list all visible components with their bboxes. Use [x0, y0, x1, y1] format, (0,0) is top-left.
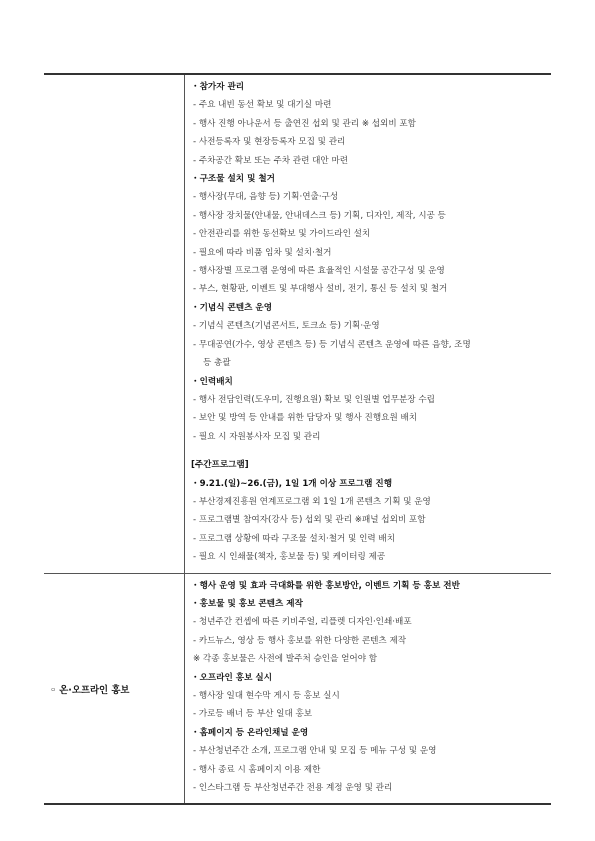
dash-item: - 사전등록자 및 현장등록자 모집 및 관리	[193, 137, 346, 148]
section-heading: [주간프로그램]	[191, 460, 249, 471]
bullet-heading: ・인력배치	[191, 376, 233, 387]
dash-item: - 프로그램 상황에 따라 구조물 설치·철거 및 인력 배치	[193, 533, 396, 544]
note-line: ※ 각종 홍보물은 사전에 발주처 승인을 얻어야 함	[193, 654, 378, 665]
bullet-heading: ・기념식 콘텐츠 운영	[191, 302, 272, 313]
dash-item: - 가로등 배너 등 부산 일대 홍보	[193, 709, 313, 720]
row-label: ◦ 온·오프라인 홍보	[50, 684, 130, 696]
content-list	[185, 574, 551, 804]
dash-item: - 주요 내빈 동선 확보 및 대기실 마련	[193, 100, 332, 111]
bullet-heading: ・참가자 관리	[191, 82, 245, 92]
dash-item: - 행사장(무대, 음향 등) 기획·연출·구성	[193, 192, 339, 203]
bullet-heading: ・9.21.(일)~26.(금), 1일 1개 이상 프로그램 진행	[191, 478, 392, 489]
dash-item: - 행사장별 프로그램 운영에 따른 효율적인 시설물 공간구성 및 운영	[193, 266, 445, 277]
dash-item: - 안전관리를 위한 동선확보 및 가이드라인 설치	[193, 229, 371, 240]
dash-item: - 카드뉴스, 영상 등 행사 홍보를 위한 다양한 콘텐츠 제작	[193, 635, 407, 646]
table-row-promotion	[44, 573, 551, 804]
table-row-event-operation	[44, 74, 551, 573]
dash-item: - 부산경제진흥원 연계프로그램 외 1일 1개 콘텐츠 기획 및 운영	[193, 496, 431, 507]
dash-item: - 주차공간 확보 또는 주차 관련 대안 마련	[193, 155, 349, 166]
dash-item: - 행사 진행 아나운서 등 출연진 섭외 및 관리 ※ 섭외비 포함	[193, 118, 416, 129]
bullet-heading: ・오프라인 홍보 실시	[191, 672, 272, 683]
dash-item: - 필요에 따라 비품 임차 및 설치·철거	[193, 247, 332, 258]
dash-item: - 부산청년주간 소개, 프로그램 안내 및 모집 등 메뉴 구성 및 운영	[193, 746, 437, 757]
row-label-cell	[44, 74, 185, 573]
dash-item: - 필요 시 인쇄물(책자, 홍보물 등) 및 케이터링 제공	[193, 552, 386, 563]
row-label-cell	[44, 573, 185, 804]
dash-item: - 프로그램별 참여자(강사 등) 섭외 및 관리 ※패널 섭외비 포함	[193, 515, 426, 526]
dash-item: - 행사 종료 시 홈페이지 이용 제한	[193, 764, 321, 775]
row-content-cell	[185, 74, 552, 573]
dash-item: - 보안 및 방역 등 안내를 위한 담당자 및 행사 진행요원 배치	[193, 413, 418, 424]
dash-item: - 인스타그램 등 부산청년주간 전용 계정 운영 및 관리	[193, 783, 393, 794]
dash-item: - 기념식 콘텐츠(기념콘서트, 토크쇼 등) 기획·운영	[193, 321, 380, 332]
dash-item: - 부스, 현황판, 이벤트 및 부대행사 설비, 전기, 통신 등 설치 및 철거	[193, 284, 448, 295]
content-list	[185, 75, 551, 573]
bullet-heading: ・홈페이지 등 온라인채널 운영	[191, 727, 309, 738]
bullet-heading: ・홍보물 및 홍보 콘텐츠 제작	[191, 598, 303, 609]
continuation-line: 등 총괄	[203, 358, 231, 369]
dash-item: - 필요 시 자원봉사자 모집 및 관리	[193, 431, 321, 442]
dash-item: - 무대공연(가수, 영상 콘텐츠 등) 등 기념식 콘텐츠 운영에 따른 음향, 조명	[193, 339, 471, 350]
bullet-heading: ・구조물 설치 및 철거	[191, 174, 275, 185]
dash-item: - 행사 전담인력(도우미, 진행요원) 확보 및 인원별 업무분장 수립	[193, 394, 435, 405]
dash-item: - 행사장 일대 현수막 게시 등 홍보 실시	[193, 691, 340, 701]
row-content-cell	[185, 573, 552, 804]
dash-item: - 행사장 장치물(안내물, 안내데스크 등) 기획, 디자인, 제작, 시공 등	[193, 210, 446, 221]
dash-item: - 청년주간 컨셉에 따른 키비주얼, 리플렛 디자인·인쇄·배포	[193, 617, 412, 628]
bullet-heading: ・행사 운영 및 효과 극대화를 위한 홍보방안, 이벤트 기획 등 홍보 전반	[191, 580, 460, 591]
scope-of-work-table	[44, 73, 551, 805]
